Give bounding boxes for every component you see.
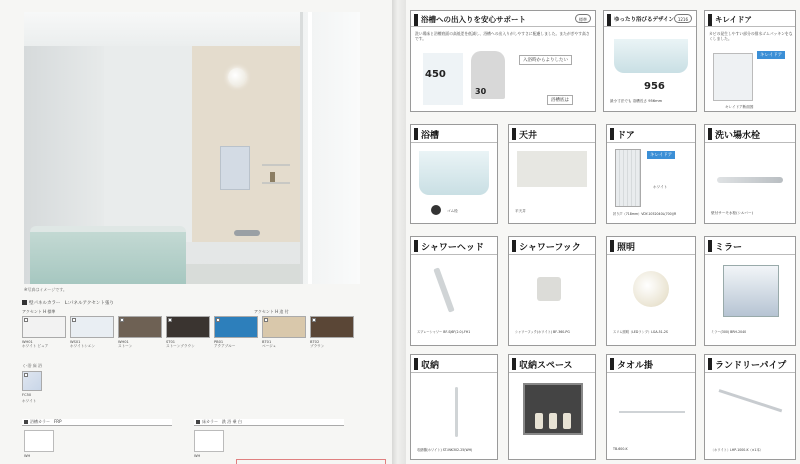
swatch-chip bbox=[262, 316, 306, 338]
photo-lamp bbox=[228, 68, 246, 86]
item-caption: ミラー(300) BRH-2040 bbox=[711, 330, 747, 334]
color-swatches bbox=[22, 316, 342, 356]
swatch-chip bbox=[70, 316, 114, 338]
shower-hook-image bbox=[537, 277, 561, 301]
panel-color-title bbox=[22, 300, 114, 306]
card-title: 浴槽 bbox=[421, 131, 440, 141]
low-step-value: 30 bbox=[475, 87, 487, 96]
checkbox-icon bbox=[24, 373, 28, 377]
floor-color-name: ホワイト bbox=[22, 399, 37, 403]
card-title: タオル掛 bbox=[617, 361, 654, 371]
card-header bbox=[509, 355, 595, 373]
floor-color-title: 床カラー 鉄 浴 乗 白 bbox=[202, 419, 242, 424]
floor-color-chip[interactable] bbox=[22, 371, 42, 391]
card-title: 浴槽への出入りを安心サポート bbox=[421, 15, 526, 24]
swatch-chip bbox=[166, 316, 210, 338]
light-fixture-image bbox=[633, 271, 669, 307]
bathtub-image bbox=[419, 151, 489, 195]
swatch-name: ストーン bbox=[118, 344, 133, 348]
color-swatch[interactable] bbox=[310, 316, 354, 349]
door-section-illustration bbox=[713, 53, 753, 101]
checkbox-icon bbox=[72, 318, 76, 322]
bullet-square-icon bbox=[24, 420, 28, 424]
swatch-code: WS01 bbox=[70, 340, 81, 344]
bathroom-photo bbox=[24, 12, 360, 284]
header-bar-icon bbox=[610, 128, 614, 140]
bottle-icon bbox=[535, 413, 543, 429]
checkbox-icon bbox=[24, 318, 28, 322]
card-title: ドア bbox=[617, 131, 635, 141]
clean-door-tag: キレイドア bbox=[757, 51, 785, 59]
storage-space-image bbox=[523, 383, 583, 435]
card-header bbox=[705, 355, 795, 373]
bottle-icon bbox=[549, 413, 557, 429]
callout-tag: 浴槽底は bbox=[547, 95, 573, 105]
card-header bbox=[509, 237, 595, 255]
card-header bbox=[509, 125, 595, 143]
faucet-image bbox=[717, 177, 783, 183]
item-card-lighting[interactable] bbox=[606, 236, 696, 346]
item-caption: TB-600-K bbox=[613, 447, 628, 451]
checkbox-icon bbox=[312, 318, 316, 322]
photo-faucet bbox=[234, 230, 260, 236]
swatch-chip bbox=[214, 316, 258, 338]
card-header bbox=[705, 125, 795, 143]
color-swatch[interactable] bbox=[118, 316, 162, 349]
item-card-door[interactable] bbox=[606, 124, 696, 224]
feature-description: カビの発生しやすい部分の排水ゴムパッキンをなくしました。 bbox=[709, 31, 793, 41]
header-bar-icon bbox=[708, 358, 712, 370]
tub-length-value: 956 bbox=[644, 81, 665, 92]
header-bar-icon bbox=[512, 358, 516, 370]
swatch-name: ホワイト ピュア bbox=[22, 344, 49, 348]
card-header bbox=[705, 11, 795, 27]
swatch-code: ST01 bbox=[166, 340, 176, 344]
swatch-name: ホワイトシエン bbox=[70, 344, 96, 348]
item-caption: スプレーシャワー BF-SJ6F(2.0)-FH1 bbox=[417, 330, 471, 334]
bathtub-illustration bbox=[614, 39, 688, 73]
right-page bbox=[406, 0, 800, 464]
swatch-group-label: アクセント H 追 付 bbox=[254, 309, 289, 314]
tub-length-caption: 最小寸法でも 浴槽長さ 956mm bbox=[610, 99, 663, 103]
header-bar-icon bbox=[610, 358, 614, 370]
header-bar-icon bbox=[708, 14, 712, 26]
item-card-ceiling[interactable] bbox=[508, 124, 596, 224]
card-header bbox=[411, 11, 595, 27]
card-title: ゆったり浴びるデザイン bbox=[614, 17, 675, 23]
floor-white-chip[interactable] bbox=[194, 430, 224, 452]
swatch-chip bbox=[310, 316, 354, 338]
header-bar-icon bbox=[708, 240, 712, 252]
card-header bbox=[607, 125, 695, 143]
item-card-storage[interactable] bbox=[410, 354, 498, 460]
tub-color-section bbox=[22, 419, 172, 426]
header-bar-icon bbox=[414, 240, 418, 252]
swatch-chip bbox=[118, 316, 162, 338]
feature-badge: 1216 bbox=[674, 14, 692, 23]
header-bar-icon bbox=[607, 14, 611, 26]
color-swatch[interactable] bbox=[166, 316, 210, 349]
header-bar-icon bbox=[610, 240, 614, 252]
swatch-code: WH01 bbox=[118, 340, 129, 344]
swatch-group-label: アクセント H 標準 bbox=[22, 309, 56, 314]
color-swatch[interactable] bbox=[70, 316, 114, 349]
bottle-icon bbox=[563, 413, 571, 429]
tub-color-title: 浴槽カラー FRP bbox=[30, 419, 62, 424]
color-swatch[interactable] bbox=[22, 316, 66, 349]
swatch-name: ストーンブラウン bbox=[166, 344, 195, 348]
checkbox-icon bbox=[120, 318, 124, 322]
clean-door-tag: キレイドア bbox=[647, 151, 675, 159]
checkbox-icon bbox=[168, 318, 172, 322]
photo-door-frame bbox=[308, 12, 312, 284]
item-card-shower-head[interactable] bbox=[410, 236, 498, 346]
item-caption: 折り戸（718mm）VDY-1052040L(700)/R bbox=[613, 212, 677, 216]
swatch-code: PB01 bbox=[214, 340, 224, 344]
card-header bbox=[411, 355, 497, 373]
door-image bbox=[615, 149, 641, 207]
photo-caption: ※写真はイメージです。 bbox=[24, 287, 67, 292]
storage-shelf-image bbox=[455, 387, 458, 437]
item-caption: 収納棚(ホワイト) ST-INK302-25(WH) bbox=[417, 448, 473, 452]
panel-color-title-text: 壁パネルカラー L:パネルアクセント張り bbox=[29, 301, 114, 306]
feature-card-clean-door bbox=[704, 10, 796, 112]
floor-color-code: FC50 bbox=[22, 393, 32, 397]
drain-plug-icon bbox=[431, 205, 441, 215]
card-header bbox=[607, 237, 695, 255]
floor-color-section bbox=[194, 419, 344, 426]
swatch-chip bbox=[22, 316, 66, 338]
checkbox-icon bbox=[216, 318, 220, 322]
swatch-code: BT02 bbox=[310, 340, 320, 344]
card-title: シャワーフック bbox=[519, 243, 581, 253]
left-page bbox=[0, 0, 392, 464]
item-card-storage-space[interactable] bbox=[508, 354, 596, 460]
card-title: 洗い場水栓 bbox=[715, 131, 761, 141]
card-title: 収納 bbox=[421, 361, 440, 371]
step-height-value: 450 bbox=[425, 69, 446, 80]
item-caption: ゴム栓 bbox=[447, 209, 458, 213]
door-section-caption: キレイドア断面図 bbox=[725, 105, 754, 109]
highlight-box bbox=[236, 459, 386, 464]
card-title: ミラー bbox=[715, 243, 743, 253]
photo-shelf bbox=[262, 164, 290, 166]
header-bar-icon bbox=[708, 128, 712, 140]
floor-color-label: く-浴 床 浴 bbox=[22, 363, 42, 368]
item-card-shower-hook[interactable] bbox=[508, 236, 596, 346]
towel-bar-image bbox=[619, 411, 685, 413]
item-caption: 壁付サーモ水栓(シルバー) bbox=[711, 211, 753, 215]
header-bar-icon bbox=[414, 128, 418, 140]
header-bar-icon bbox=[414, 358, 418, 370]
swatch-name: ブラウン bbox=[310, 344, 325, 348]
card-header bbox=[411, 237, 497, 255]
feature-badge: 標準 bbox=[575, 14, 591, 23]
item-caption: 〈ホワイト〉LHP-1000-K（×1本） bbox=[711, 448, 763, 452]
laundry-pipe-image bbox=[719, 389, 783, 412]
item-card-towel-bar[interactable] bbox=[606, 354, 696, 460]
card-title: 照明 bbox=[617, 243, 636, 253]
tub-color-code: WH bbox=[24, 454, 31, 458]
photo-accent-panel bbox=[192, 46, 300, 242]
card-title: ランドリーパイプ bbox=[715, 361, 787, 371]
page-gutter bbox=[392, 0, 406, 464]
photo-floor bbox=[184, 264, 300, 284]
feature-description: 洗い場床と浴槽底面の高低差を低減し、浴槽への出入りがしやすさに配慮しました。またがぎやす高さです。 bbox=[415, 31, 590, 41]
bullet-square-icon bbox=[196, 420, 200, 424]
feature-card-spacious-design bbox=[603, 10, 697, 112]
card-header bbox=[705, 237, 795, 255]
item-caption: 平天井 bbox=[515, 209, 526, 213]
card-title: キレイドア bbox=[715, 15, 752, 24]
card-title: シャワーヘッド bbox=[421, 243, 484, 253]
color-swatch[interactable] bbox=[214, 316, 258, 349]
door-color-caption: ホワイト bbox=[653, 185, 668, 189]
card-header bbox=[411, 125, 497, 143]
header-bar-icon bbox=[414, 14, 418, 26]
item-card-bathtub[interactable] bbox=[410, 124, 498, 224]
item-card-faucet[interactable] bbox=[704, 124, 796, 224]
swatch-code: BT01 bbox=[262, 340, 272, 344]
mirror-image bbox=[723, 265, 779, 317]
item-card-mirror[interactable] bbox=[704, 236, 796, 346]
item-card-laundry-pipe[interactable] bbox=[704, 354, 796, 460]
photo-bottle bbox=[270, 172, 275, 182]
swatch-code: WH01 bbox=[22, 340, 33, 344]
ceiling-image bbox=[517, 151, 587, 187]
card-title: 天井 bbox=[519, 131, 538, 141]
item-caption: シャワーフック(ホワイト) BF-360-PG bbox=[515, 330, 570, 334]
card-title: 収納スペース bbox=[519, 361, 573, 371]
item-caption: スリム照明（LEDランプ）LGA-51-2S bbox=[613, 330, 668, 334]
photo-bathtub bbox=[30, 226, 186, 284]
bullet-square-icon bbox=[22, 300, 27, 305]
header-bar-icon bbox=[512, 128, 516, 140]
card-header bbox=[607, 355, 695, 373]
feature-card-entry-support bbox=[410, 10, 596, 112]
checkbox-icon bbox=[264, 318, 268, 322]
photo-mirror bbox=[220, 146, 250, 190]
shower-head-image bbox=[433, 267, 454, 312]
color-swatch[interactable] bbox=[262, 316, 306, 349]
swatch-name: アクアブルー bbox=[214, 344, 236, 348]
photo-shelf bbox=[262, 182, 290, 184]
swatch-name: ベージュ bbox=[262, 344, 277, 348]
floor-white-code: WH bbox=[194, 454, 201, 458]
callout-tag: 入浴時からよりしたい bbox=[519, 55, 572, 65]
header-bar-icon bbox=[512, 240, 516, 252]
tub-color-chip[interactable] bbox=[24, 430, 54, 452]
